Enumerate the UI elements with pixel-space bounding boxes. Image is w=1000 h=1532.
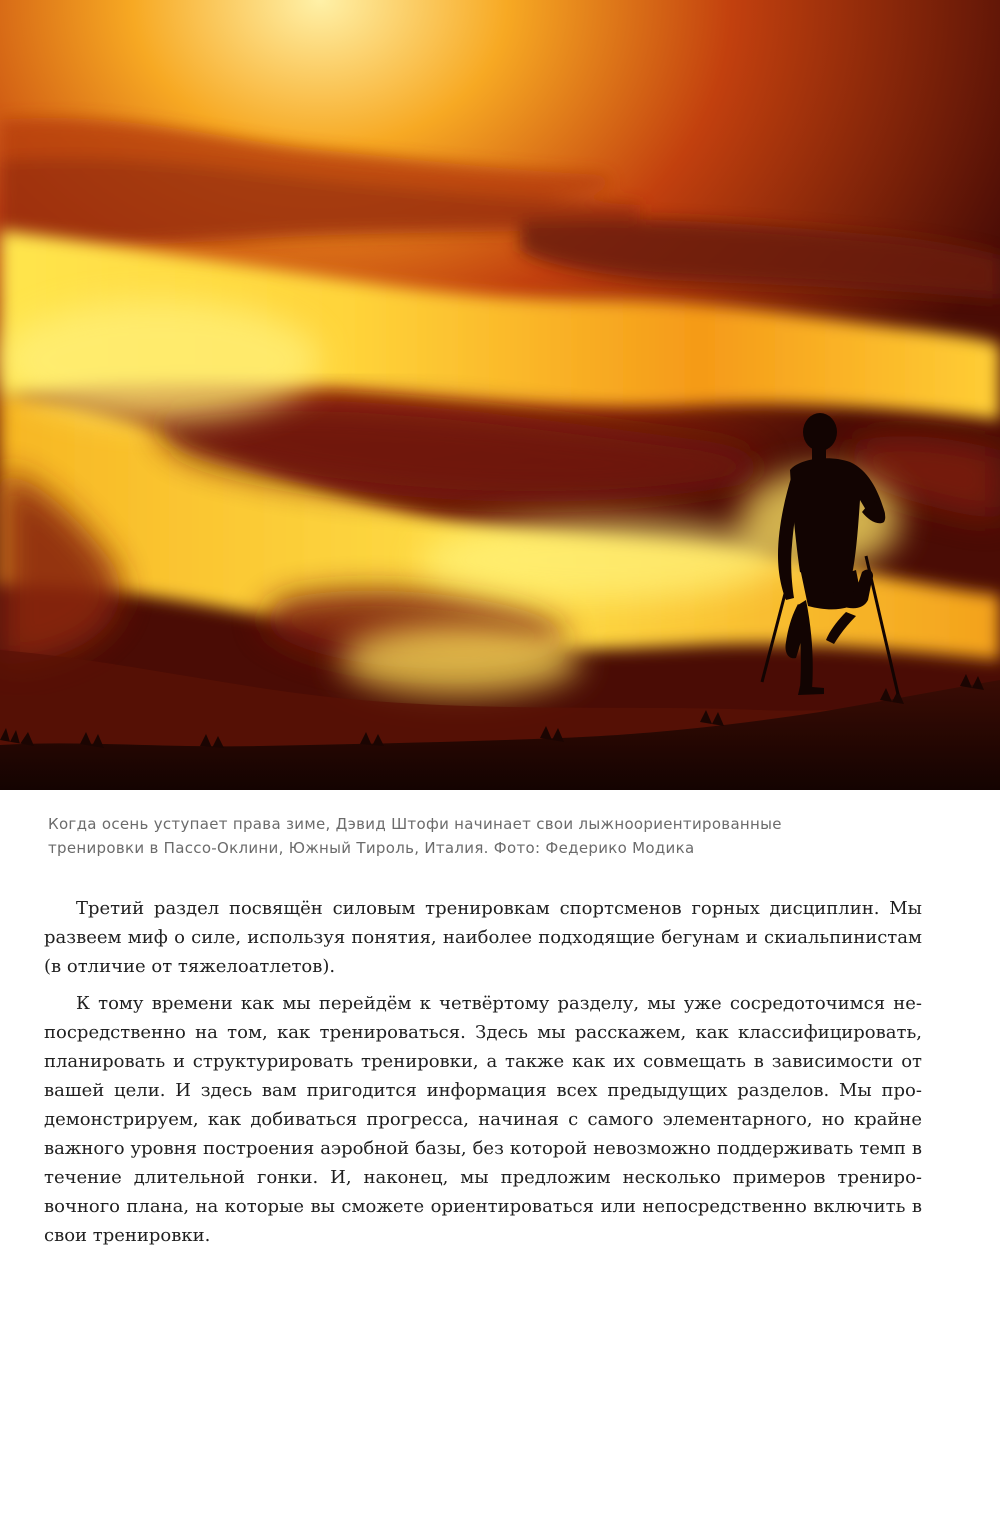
paragraph-2: К тому времени как мы перейдём к четвёртому разделу, мы уже сосредоточимся непосредственно на том, как тренироваться. Здесь мы расскажем, как классифицировать, планировать и структурировать тренировки, а также как их совмещать в зависимости от вашей цели. И здесь вам пригодится информация всех предыдущих разделов. Мы продемонстрируем, как добиваться прогресса, начиная с самого элементарного, но крайне важного уровня построения аэробной базы, без которой невозможно поддерживать темп в течение длительной гонки. И, наконец, мы предложим несколько примеров тренировочного плана, на которые вы сможете ориентироваться или непосредственно включить в свои тренировки. xyxy=(44,993,922,1246)
body-text xyxy=(44,894,922,1258)
caption-line-1: Когда осень уступает права зиме, Дэвид Штофи начинает свои лыжноориентированные xyxy=(48,815,782,833)
paragraph-1: Третий раздел посвящён силовым тренировкам спортсменов горных дисциплин. Мы развеем миф о силе, используя понятия, наиболее подходящие бегунам и скиальпинистам (в отличие от тяжелоатлетов). xyxy=(44,898,922,977)
photo-caption xyxy=(48,812,948,860)
caption-line-2: тренировки в Пассо-Оклини, Южный Тироль, Италия. Фото: Федерико Модика xyxy=(48,839,695,857)
